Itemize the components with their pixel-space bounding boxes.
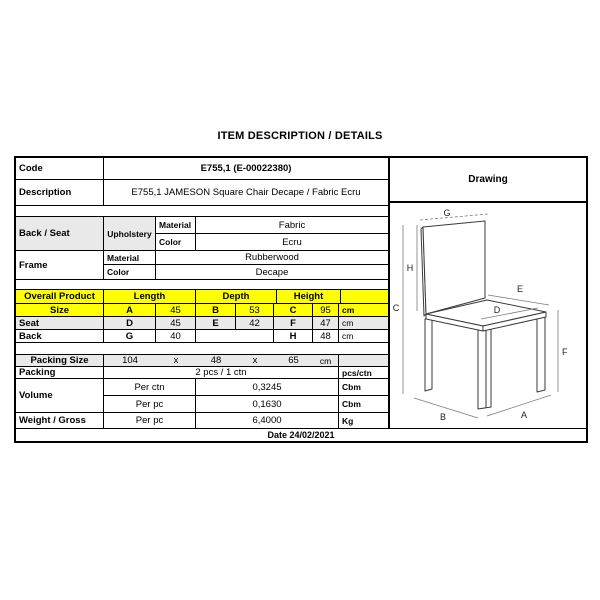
left-leg xyxy=(425,317,432,391)
overall-height: 95 xyxy=(313,304,339,316)
volume-per-ctn-row xyxy=(104,379,388,396)
per-pc-label: Per pc xyxy=(104,396,196,412)
volume-per-pc-row xyxy=(104,396,388,412)
overall-depth: 53 xyxy=(236,304,274,316)
weight-unit: Kg xyxy=(342,415,354,426)
frame-row xyxy=(16,251,388,280)
back-size-row xyxy=(16,330,388,343)
chair-drawing xyxy=(390,203,586,428)
details-pane xyxy=(16,158,390,428)
size-label: Size xyxy=(16,304,104,316)
spacer-row xyxy=(16,343,388,355)
per-pc-unit: Cbm xyxy=(342,399,361,409)
seat-depth: 42 xyxy=(236,317,274,329)
frame-label: Frame xyxy=(16,251,104,279)
frame-color-row xyxy=(104,265,388,279)
upholstery-material-row xyxy=(156,217,388,234)
color-value: Ecru xyxy=(282,236,302,248)
spacer-row xyxy=(16,206,388,217)
date-row xyxy=(16,428,586,441)
material-value: Fabric xyxy=(278,219,306,231)
seat-length: 45 xyxy=(156,317,196,329)
height-header: Height xyxy=(277,290,341,303)
backrest xyxy=(423,221,485,314)
dimensions-header-row xyxy=(16,290,388,304)
frame-material-row xyxy=(104,251,388,265)
back-seat-row xyxy=(16,217,388,251)
per-ctn-label: Per ctn xyxy=(104,379,196,395)
back-height: 48 xyxy=(313,330,339,342)
dim-label-b: B xyxy=(439,412,447,422)
weight-per-label: Per pc xyxy=(104,413,196,428)
packing-size-row xyxy=(16,355,388,367)
description-label: Description xyxy=(16,180,104,205)
back-seat-label: Back / Seat xyxy=(16,217,104,250)
frame-color-label: Color xyxy=(104,265,156,279)
back-unit: cm xyxy=(342,331,354,341)
packing-size-empty-cell xyxy=(339,355,388,366)
packing-size-width: 48 xyxy=(196,355,236,366)
spec-table xyxy=(14,156,588,443)
description-value: E755,1 JAMESON Square Chair Decape / Fabric Ecru xyxy=(131,187,361,198)
seat-label: Seat xyxy=(16,317,104,329)
length-header: Length xyxy=(104,290,196,303)
front-leg xyxy=(478,328,491,409)
dim-label-h: H xyxy=(406,263,414,273)
packing-size-unit: cm xyxy=(313,355,339,366)
weight-value: 6,4000 xyxy=(196,413,339,428)
back-label: Back xyxy=(16,330,104,342)
dim-key-g: G xyxy=(104,330,156,342)
dim-key-c: C xyxy=(274,304,313,316)
date-value: Date 24/02/2021 xyxy=(267,430,335,440)
dim-key-d: D xyxy=(104,317,156,329)
packing-size-x1: x xyxy=(156,355,196,366)
back-empty-cell xyxy=(196,330,274,342)
spacer-row xyxy=(16,280,388,290)
packing-unit: pcs/ctn xyxy=(342,367,372,378)
depth-header: Depth xyxy=(196,290,277,303)
table-main xyxy=(16,158,586,428)
frame-color-value: Decape xyxy=(255,266,289,278)
drawing-header: Drawing xyxy=(390,158,586,203)
packing-size-height: 65 xyxy=(274,355,313,366)
back-length: 40 xyxy=(156,330,196,342)
volume-row xyxy=(16,379,388,413)
page-title: ITEM DESCRIPTION / DETAILS xyxy=(217,130,383,142)
dim-key-a: A xyxy=(104,304,156,316)
code-row xyxy=(16,158,388,180)
packing-size-label: Packing Size xyxy=(16,355,104,366)
dim-key-b: B xyxy=(196,304,236,316)
packing-size-length: 104 xyxy=(104,355,156,366)
description-row xyxy=(16,180,388,206)
dim-label-g: G xyxy=(443,208,451,218)
dim-label-a: A xyxy=(520,410,528,420)
dim-line-a xyxy=(487,395,551,416)
packing-row xyxy=(16,367,388,379)
per-ctn-value: 0,3245 xyxy=(196,379,339,395)
weight-row xyxy=(16,413,388,428)
frame-material-value: Rubberwood xyxy=(245,252,299,263)
per-ctn-unit: Cbm xyxy=(342,382,361,392)
per-pc-value: 0,1630 xyxy=(196,396,339,412)
packing-label: Packing xyxy=(16,367,104,378)
dim-label-d: D xyxy=(493,305,501,315)
code-value: E755,1 (E-00022380) xyxy=(200,163,292,174)
right-leg xyxy=(537,314,545,392)
dim-key-e: E xyxy=(196,317,236,329)
upholstery-label: Upholstery xyxy=(104,217,156,250)
code-label: Code xyxy=(16,158,104,179)
seat-size-row xyxy=(16,317,388,330)
dim-line-g xyxy=(420,214,488,220)
overall-length: 45 xyxy=(156,304,196,316)
upholstery-color-row xyxy=(156,234,388,250)
material-label: Material xyxy=(156,217,196,233)
color-label: Color xyxy=(156,234,196,250)
dim-label-e: E xyxy=(516,284,524,294)
overall-product-label: Overall Product xyxy=(16,290,104,303)
packing-value: 2 pcs / 1 ctn xyxy=(104,367,339,378)
dim-key-f: F xyxy=(274,317,313,329)
weight-label: Weight / Gross xyxy=(16,413,104,428)
dim-label-f: F xyxy=(562,347,568,357)
header-empty-cell xyxy=(341,290,388,303)
dim-label-c: C xyxy=(392,303,400,313)
frame-material-label: Material xyxy=(104,251,156,264)
seat-unit: cm xyxy=(339,317,388,329)
packing-size-x2: x xyxy=(236,355,274,366)
drawing-pane xyxy=(390,158,586,428)
overall-unit: cm xyxy=(339,304,388,316)
volume-label: Volume xyxy=(16,379,104,412)
overall-size-row xyxy=(16,304,388,317)
chair-diagram-svg xyxy=(390,203,586,423)
dim-key-h: H xyxy=(274,330,313,342)
seat-height: 47 xyxy=(313,317,339,329)
